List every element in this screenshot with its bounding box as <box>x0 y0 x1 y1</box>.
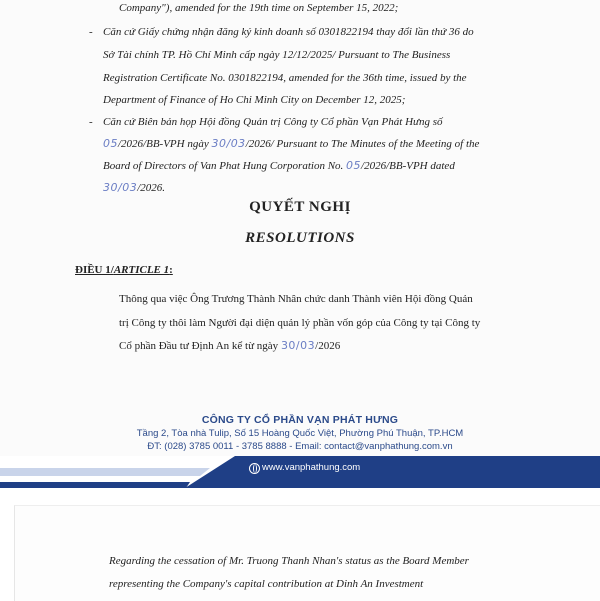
website-link[interactable]: www.vanphathung.com <box>262 462 361 473</box>
article-1-heading: ĐIỀU 1/ARTICLE 1: <box>75 264 173 276</box>
article-1-line1: Thông qua việc Ông Trương Thành Nhân chức danh Thành viên Hội đồng Quản <box>119 293 473 305</box>
handwritten-effective-date: 30/03 <box>280 339 316 352</box>
item3-line4: 30/03/2026. <box>103 181 166 194</box>
item3-line2: 05/2026/BB-VPH ngày 30/03/2026/ Pursuant to The Minutes of the Meeting of the <box>103 137 480 150</box>
footer-band-light-stripe <box>0 468 210 476</box>
handwritten-minutes-number: 05 <box>103 137 118 150</box>
item3-line3: Board of Directors of Van Phat Hung Corporation No. 05/2026/BB-VPH dated <box>103 159 455 172</box>
preamble-line-top: Company"), amended for the 19th time on September 15, 2022; <box>119 2 399 14</box>
resolutions-title-vi: QUYẾT NGHỊ <box>249 199 351 215</box>
bullet: - <box>89 26 93 38</box>
footer-contact: ĐT: (028) 3785 0011 - 3785 8888 - Email: contact@vanphathung.com.vn <box>147 441 453 452</box>
article-1-line2: trị Công ty thôi làm Người đại diện quản lý phần vốn góp của Công ty tại Công ty <box>119 317 481 329</box>
page2-line1: Regarding the cessation of Mr. Truong Thanh Nhan's status as the Board Member <box>109 555 469 567</box>
resolutions-title-en: RESOLUTIONS <box>245 230 355 246</box>
handwritten-minutes-date: 30/03 <box>211 137 246 150</box>
globe-icon <box>249 463 260 474</box>
footer-company-name: CÔNG TY CỔ PHẦN VẠN PHÁT HƯNG <box>201 414 399 426</box>
item2-line2: Sở Tài chính TP. Hồ Chí Minh cấp ngày 12/12/2025/ Pursuant to The Business <box>103 49 451 61</box>
article-1-line3: Cổ phần Đầu tư Định An kể từ ngày 30/03/2026 <box>119 339 341 352</box>
item2-line4: Department of Finance of Ho Chi Minh City on December 12, 2025; <box>103 94 406 106</box>
page2-line2: representing the Company's capital contribution at Dinh An Investment <box>109 578 424 590</box>
bullet: - <box>89 116 93 128</box>
item2-line1: Căn cứ Giấy chứng nhận đăng ký kinh doanh số 0301822194 thay đổi lần thứ 36 do <box>103 26 474 38</box>
item3-line1: Căn cứ Biên bản họp Hội đồng Quản trị Công ty Cổ phần Vạn Phát Hưng số <box>103 116 443 128</box>
footer-address: Tầng 2, Tòa nhà Tulip, Số 15 Hoàng Quốc Việt, Phường Phú Thuận, TP.HCM <box>136 428 464 439</box>
handwritten-minutes-date: 30/03 <box>103 181 138 194</box>
item2-line3: Registration Certificate No. 0301822194, amended for the 36th time, issued by the <box>103 72 467 84</box>
handwritten-minutes-number: 05 <box>346 159 362 172</box>
document-page-2 <box>14 505 600 601</box>
page-gap <box>0 488 600 505</box>
